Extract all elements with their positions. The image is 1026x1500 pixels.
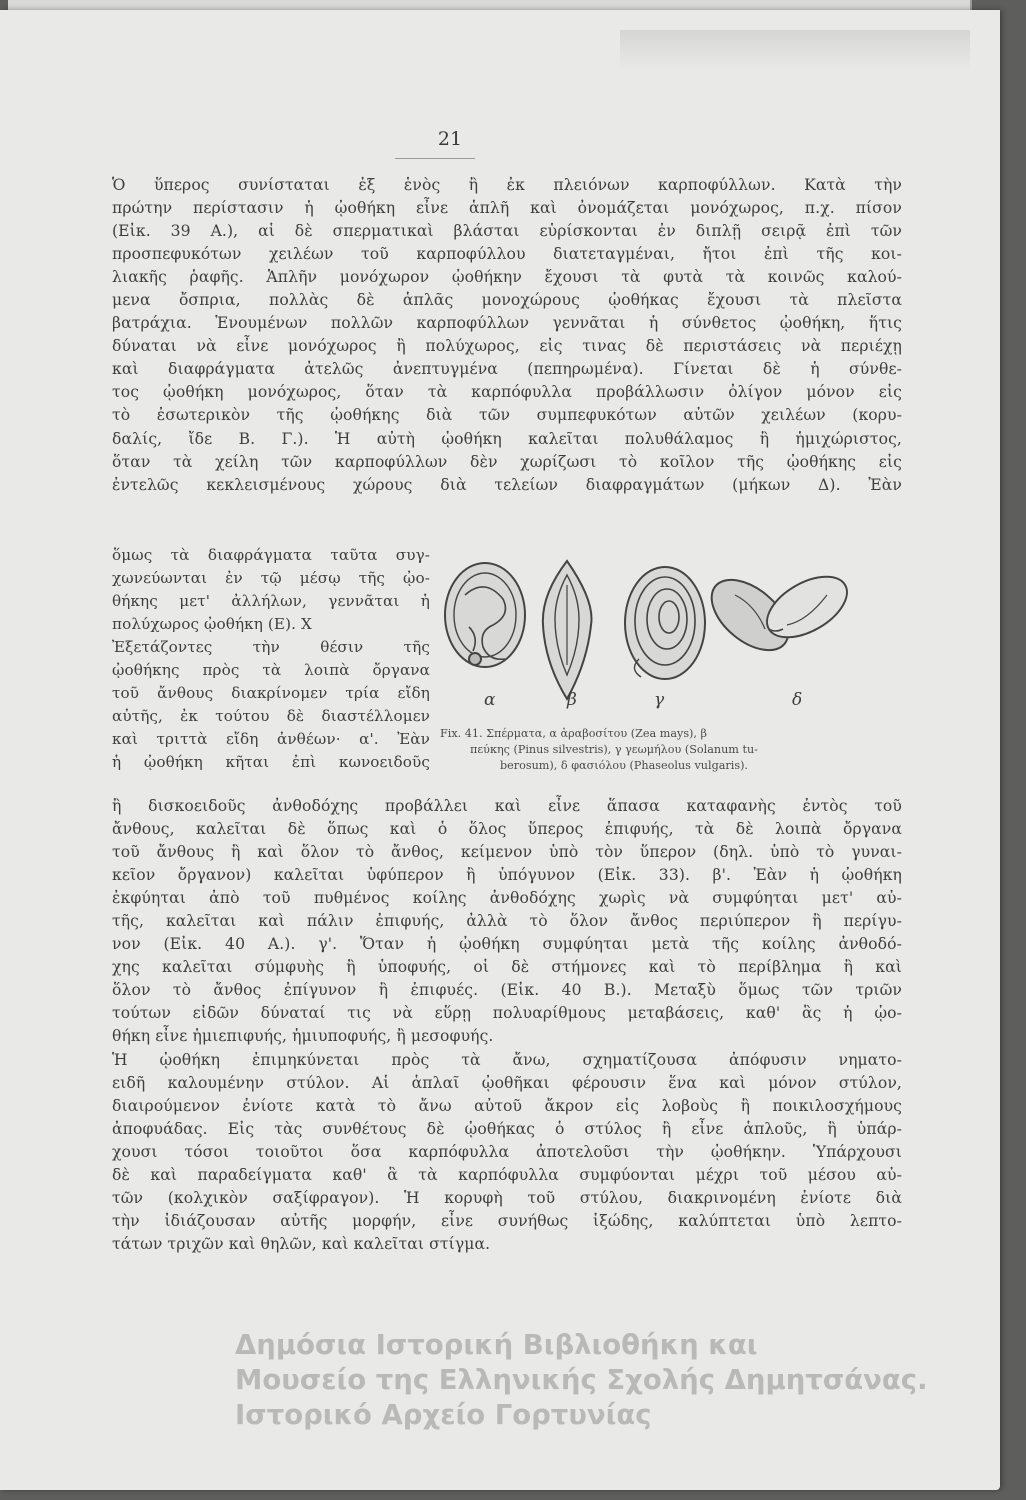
text-line: ἄνθους, καλεῖται δὲ ὅπως καὶ ὁ ὅλος ὕπερος ἐπιφυής, τὰ δὲ λοιπὰ ὄργανα: [112, 820, 902, 839]
text-line: θήκης μετ' ἀλλήλων, γεννᾶται ἡ: [112, 592, 430, 611]
seed-delta-drawing: [699, 564, 857, 664]
watermark-line: Μουσείο της Ελληνικής Σχολής Δημητσάνας.: [235, 1364, 928, 1396]
text-line: θήκη εἶνε ἡμιεπιφυής, ἡμιυποφυής, ἢ μεσοφυής.: [112, 1027, 494, 1046]
text-line: πολύχωρος ᾠοθήκη (Ε). X: [112, 615, 312, 634]
text-line: πρώτην περίστασιν ἡ ᾠοθήκη εἶνε ἁπλῆ καὶ ὀνομάζεται μονόχωρος, π.χ. πίσον: [112, 199, 902, 218]
text-line: βατράχια. Ἑνουμένων πολλῶν καρποφύλλων γεννᾶται ἡ σύνθετος ᾠοθήκη, ἥτις: [112, 314, 902, 333]
text-line: Ὁ ὕπερος συνίσταται ἐξ ἑνὸς ἢ ἐκ πλειόνων καρποφύλλων. Κατὰ τὴν: [112, 176, 902, 194]
text-line: τὸ ἐσωτερικὸν τῆς ᾠοθήκης διὰ τῶν συμπεφυκότων αὐτῶν χειλέων (κορυ-: [112, 406, 902, 425]
text-line: τῆς, καλεῖται καὶ πάλιν ἐπιφυής, ἀλλὰ τὸ ὅλον ἄνθος περιύπερον ἢ περίγυ-: [112, 912, 902, 931]
caption-line: Fix. 41. Σπέρματα, α ἀραβοσίτου (Zea mays), β: [440, 727, 708, 740]
paragraph-ovary-position-and-style: [112, 795, 902, 1256]
paragraph-beside-figure: [112, 544, 430, 774]
text-line: τούτων εἰδῶν δύναταί τις νὰ εὕρῃ πολυαρίθμους μεταβάσεις, καθ' ἃς ἡ ᾠο-: [112, 1004, 902, 1023]
text-line: δαλίς, ἴδε Β. Γ.). Ἡ αὐτὴ ᾠοθήκη καλεῖται πολυθάλαμος ἢ ἡμιχώριστος,: [112, 429, 902, 448]
text-line: ὅταν τὰ χείλη τῶν καρποφύλλων δὲν χωρίζωσι τὸ κοῖλον τῆς ᾠοθήκης εἰς: [112, 452, 902, 471]
watermark-line: Δημόσια Ιστορική Βιβλιοθήκη και: [235, 1329, 758, 1361]
text-line: διαιρούμενον ἐνίοτε κατὰ τὸ ἄνω αὐτοῦ ἄκρον εἰς λοβοὺς ἢ ποικιλοσχήμους: [112, 1096, 902, 1115]
text-line: χουσι τόσοι τοιοῦτοι ὅσα καρπόφυλλα ἀποτελοῦσι τὴν ᾠοθήκην. Ὑπάρχουσι: [112, 1142, 902, 1161]
seed-beta-drawing: [543, 561, 592, 699]
page-number: 21: [437, 128, 463, 150]
figure-letter-delta: δ: [792, 690, 803, 710]
paragraph-ovary: [112, 174, 902, 497]
text-line: ὅμως τὰ διαφράγματα ταῦτα συγ-: [112, 546, 430, 564]
text-line: (Εἰκ. 39 Α.), αἱ δὲ σπερματικαὶ βλάσται εὑρίσκονται ἐν διπλῇ σειρᾷ ἐπὶ τῶν: [112, 222, 902, 241]
seed-alpha-drawing: [445, 563, 525, 667]
text-line: τοῦ ἄνθους ἢ καὶ ὅλον τὸ ἄνθος, κείμενον ὑπὸ τὸν ὕπερον (δηλ. ὑπὸ τὸ γυναι-: [112, 843, 902, 862]
seed-illustration: [435, 555, 905, 705]
text-line: ᾠοθήκης πρὸς τὰ λοιπὰ ὄργανα: [112, 661, 430, 680]
watermark-line: Ιστορικό Αρχείο Γορτυνίας: [235, 1399, 652, 1431]
caption-line: πεύκης (Pinus silvestris), γ γεωμήλου (Solanum tu-: [470, 743, 758, 756]
text-line: καὶ τριττὰ εἴδη ἀνθέων· α'. Ἐὰν: [112, 730, 430, 749]
header-rule: [395, 158, 475, 159]
text-line: ἐκφύηται ἀπὸ τοῦ πυθμένος κοίλης ἀνθοδόχης χωρὶς νὰ συμφύηται μετ' αὐ-: [112, 889, 902, 908]
text-line: ἀποφυάδας. Εἰς τὰς συνθέτους δὲ ᾠοθήκας ὁ στύλος ἢ εἶνε ἁπλοῦς, ἢ ὑπάρ-: [112, 1119, 902, 1138]
text-line: δὲ καὶ παραδείγματα καθ' ἃ τὰ καρπόφυλλα συμφύονται μέχρι τοῦ μέσου αὐ-: [112, 1165, 902, 1184]
library-watermark: [235, 1328, 995, 1433]
text-line: ἐντελῶς κεκλεισμένους χώρους διὰ τελείων διαφραγμάτων (μήκων Δ). Ἐὰν: [112, 475, 902, 494]
text-line: ἡ ᾠοθήκη κῆται ἐπὶ κωνοειδοῦς: [112, 753, 430, 772]
text-line: ἢ δισκοειδοῦς ἀνθοδόχης προβάλλει καὶ εἶνε ἅπασα καταφανὴς ἐντὸς τοῦ: [112, 797, 902, 815]
text-line: τῶν (κολχικὸν σαξίφραγον). Ἡ κορυφὴ τοῦ στύλου, διακρινομένη ἐνίοτε διὰ: [112, 1188, 902, 1207]
caption-line: berosum), δ φασιόλου (Phaseolus vulgaris).: [500, 759, 748, 772]
figure-letter-gamma: γ: [654, 690, 665, 710]
text-line: Ἐξετάζοντες τὴν θέσιν τῆς: [112, 638, 430, 657]
text-line: τος ᾠοθήκη μονόχωρος, ὅταν τὰ καρπόφυλλα προβάλλωσιν ὀλίγον μόνον εἰς: [112, 383, 902, 402]
book-page: [0, 10, 1000, 1490]
page-shadow: [620, 30, 970, 70]
text-line: ὅλον τὸ ἄνθος ἐπίγυνον ἢ ἐπιφυές. (Εἰκ. 40 Β.). Μεταξὺ ὅμως τῶν τριῶν: [112, 981, 902, 1000]
text-line: χωνεύωνται ἐν τῷ μέσῳ τῆς ᾠο-: [112, 569, 430, 588]
text-line: Ἡ ᾠοθήκη ἐπιμηκύνεται πρὸς τὰ ἄνω, σχηματίζουσα ἀπόφυσιν νηματο-: [112, 1050, 902, 1069]
text-line: χης καλεῖται σύμφυὴς ἢ ὑποφυής, οἱ δὲ στήμονες καὶ τὸ περίβλημα ἢ καὶ: [112, 958, 902, 977]
text-line: μενα ὄσπρια, πολλὰς δὲ ἁπλᾶς μονοχώρους ᾠοθήκας ἔχουσι τὰ πλεῖστα: [112, 291, 902, 310]
text-line: προσπεφυκότων χειλέων τοῦ καρποφύλλου διατεταγμέναι, ἤτοι ἐπὶ τῆς κοι-: [112, 245, 902, 264]
text-line: καὶ διαφράγματα ἀτελῶς ἀνεπτυγμένα (πεπηρωμένα). Γίνεται δὲ ἡ σύνθε-: [112, 360, 902, 379]
text-line: τοῦ ἄνθους διακρίνομεν τρία εἴδη: [112, 684, 430, 703]
text-line: κεῖον ὄργανον) καλεῖται ὑφύπερον ἢ ὑπόγυνον (Εἰκ. 33). β'. Ἐὰν ἡ ᾠοθήκη: [112, 866, 902, 885]
text-line: τὴν ἰδιάζουσαν αὐτῆς μορφήν, εἶνε συνήθως ἰξώδης, καλύπτεται ὑπὸ λεπτο-: [112, 1211, 902, 1230]
text-line: τάτων τριχῶν καὶ θηλῶν, καὶ καλεῖται στίγμα.: [112, 1234, 491, 1253]
text-line: νον (Εἰκ. 40 Α.). γ'. Ὅταν ἡ ᾠοθήκη συμφύηται μετὰ τῆς κοίλης ἀνθοδό-: [112, 935, 902, 954]
text-line: δύναται νὰ εἶνε μονόχωρος ἢ πολύχωρος, εἰς τινας δὲ περιστάσεις νὰ περιέχῃ: [112, 337, 902, 356]
text-line: ειδῆ καλουμένην στύλον. Αἱ ἁπλαῖ ᾠοθῆκαι φέρουσιν ἕνα καὶ μόνον στύλον,: [112, 1073, 902, 1092]
text-line: αὐτῆς, ἐκ τούτου δὲ διαστέλλομεν: [112, 707, 430, 726]
figure-letter-beta: β: [567, 690, 577, 710]
text-line: λιακῆς ῥαφῆς. Ἁπλῆν μονόχωρον ᾠοθήκην ἔχουσι τὰ φυτὰ τὰ κοινῶς καλού-: [112, 268, 902, 287]
figure-letter-alpha: α: [484, 690, 496, 710]
seed-gamma-drawing: [625, 567, 705, 679]
figure-caption: [440, 726, 900, 774]
